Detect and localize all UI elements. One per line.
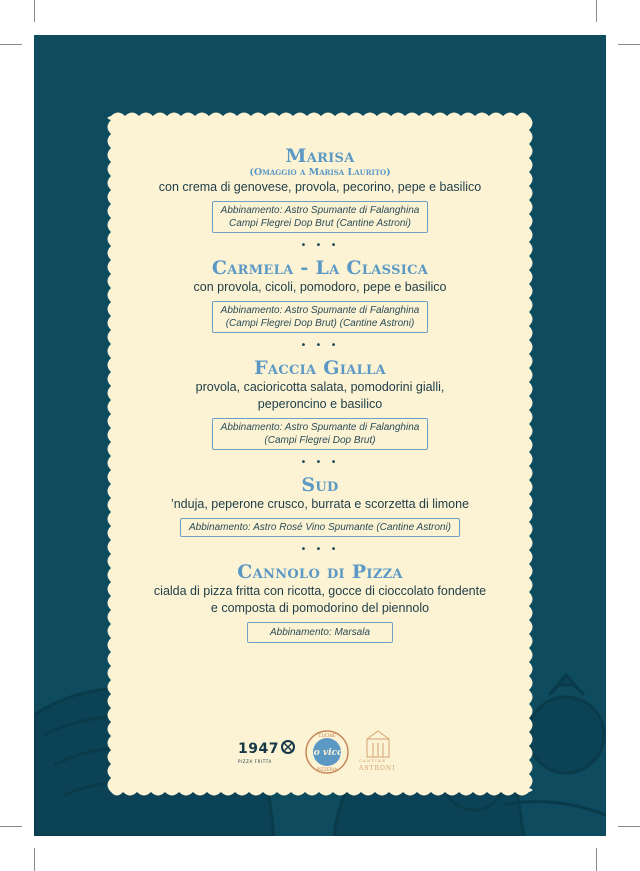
- item-description: peperoncino e basilico: [257, 397, 383, 411]
- menu-item-cannolo: [122, 561, 518, 643]
- pizza-icon: [280, 739, 296, 755]
- o-vico-logo-top: CUCINE: [318, 734, 336, 739]
- o-vico-logo: [304, 729, 350, 775]
- pairing-box: [212, 418, 429, 450]
- item-subtitle: (Omaggio a Marisa Laurito): [249, 167, 391, 178]
- partner-logos: [104, 729, 536, 779]
- pairing-line: Abbinamento: Astro Spumante di Falanghina: [220, 205, 420, 216]
- crop-mark: [34, 848, 35, 871]
- item-title: Faccia Gialla: [254, 357, 386, 379]
- pairing-line: Abbinamento: Marsala: [269, 627, 371, 638]
- item-description: provola, cacioricotta salata, pomodorini gialli,: [195, 380, 445, 394]
- crop-mark: [34, 0, 35, 22]
- pairing-box: [247, 622, 393, 643]
- menu-item-faccia-gialla: [122, 357, 518, 450]
- item-description: cialda di pizza fritta con ricotta, gocce di cioccolato fondente: [153, 584, 487, 598]
- pairing-box: [212, 201, 429, 233]
- pairing-line: (Campi Flegrei Dop Brut): [264, 435, 376, 446]
- pairing-line: Abbinamento: Astro Rosé Vino Spumante (Cantine Astroni): [189, 522, 451, 533]
- menu-item-marisa: [122, 145, 518, 233]
- item-title: Sud: [301, 474, 339, 496]
- pairing-line: Campi Flegrei Dop Brut (Cantine Astroni): [229, 218, 411, 229]
- separator-dots: • • •: [300, 457, 340, 468]
- o-vico-logo-text: 'o vico: [310, 748, 344, 758]
- menu-sheet: [34, 35, 606, 836]
- separator-dots: • • •: [300, 544, 340, 555]
- pairing-line: (Campi Flegrei Dop Brut) (Cantine Astroni): [225, 318, 415, 329]
- item-title: Cannolo di Pizza: [237, 561, 403, 583]
- item-description: con provola, cicoli, pomodoro, pepe e basilico: [193, 280, 447, 294]
- astroni-building-icon: [364, 729, 392, 759]
- crop-mark: [618, 826, 640, 827]
- menu-card: [104, 109, 536, 799]
- pairing-line: Abbinamento: Astro Spumante di Falanghina: [220, 305, 420, 316]
- crop-mark: [596, 848, 597, 871]
- item-title: Carmela - La Classica: [211, 257, 429, 279]
- menu-item-carmela: [122, 257, 518, 333]
- astroni-logo-top: CANTINE: [359, 758, 387, 763]
- astroni-logo-name: ASTRONI: [359, 765, 396, 772]
- crop-mark: [596, 0, 597, 22]
- crop-mark: [0, 826, 22, 827]
- pairing-box: [212, 301, 429, 333]
- menu-item-sud: [122, 474, 518, 537]
- logo-1947-subtitle: PIZZA FRITTA: [238, 759, 272, 764]
- item-title: Marisa: [285, 145, 355, 167]
- crop-mark: [618, 44, 640, 45]
- pairing-box: [180, 518, 460, 537]
- menu-content: [122, 127, 518, 643]
- item-description: con crema di genovese, provola, pecorino, pepe e basilico: [158, 180, 482, 194]
- crop-mark: [0, 44, 22, 45]
- separator-dots: • • •: [300, 240, 340, 251]
- item-description: e composta di pomodorino del piennolo: [210, 601, 430, 615]
- pairing-line: Abbinamento: Astro Spumante di Falanghina: [220, 422, 420, 433]
- item-description: ’nduja, peperone crusco, burrata e scorzetta di limone: [170, 497, 470, 511]
- o-vico-logo-bottom: PIZZERIA: [316, 768, 338, 773]
- logo-1947: 1947: [238, 741, 279, 757]
- separator-dots: • • •: [300, 340, 340, 351]
